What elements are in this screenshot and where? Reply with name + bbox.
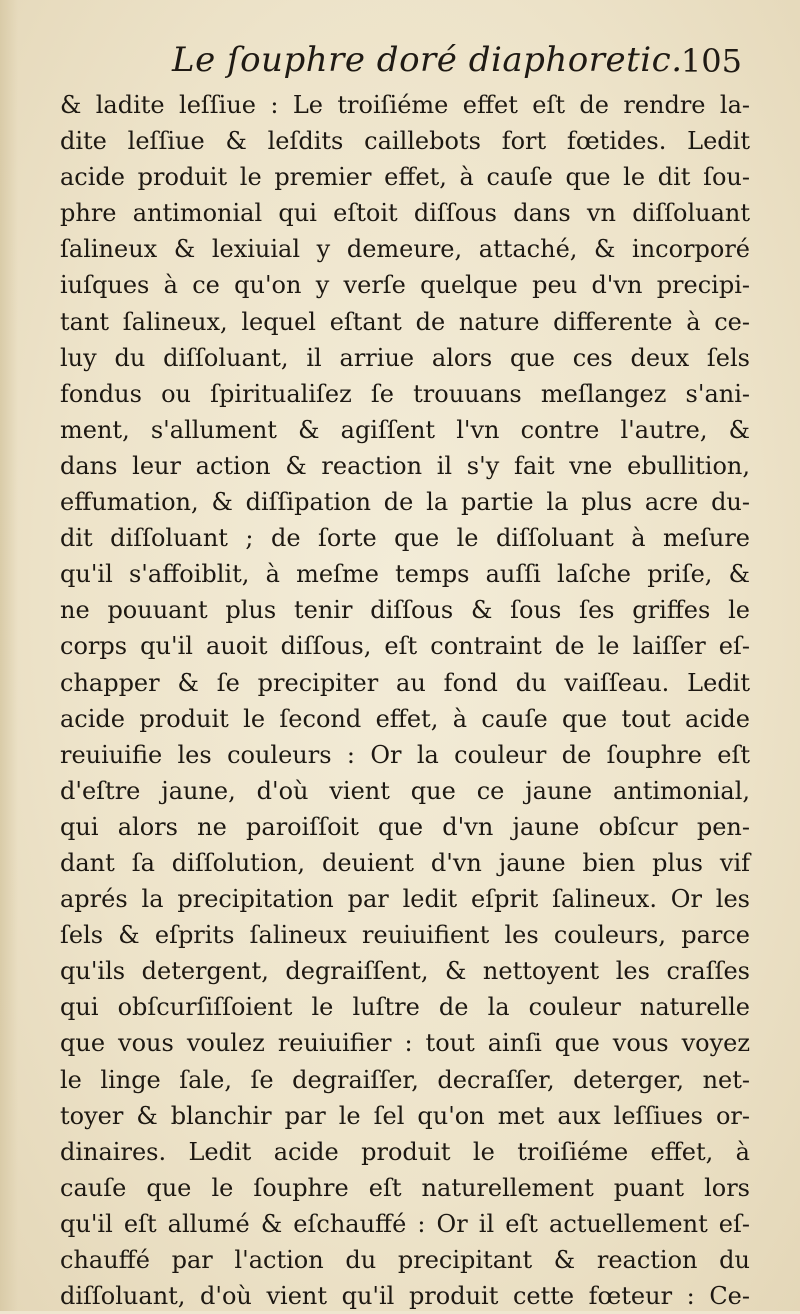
text-line: chapper & ſe precipiter au fond du vaiſſeau. Ledit <box>60 668 750 697</box>
text-line: cauſe que le ſouphre eſt naturellement puant lors <box>60 1173 750 1202</box>
text-line: dans leur action & reaction il s'y fait vne ebullition, <box>60 451 750 480</box>
text-line: qui obſcurſiſſoient le luſtre de la couleur naturelle <box>60 993 750 1022</box>
text-line: toyer & blanchir par le ſel qu'on met aux leſſiues or- <box>60 1101 750 1130</box>
text-line: qu'ils detergent, degraiſſent, & nettoyent les craſſes <box>60 957 750 986</box>
text-line: ſels & eſprits ſalineux reuiuifient les couleurs, parce <box>60 921 750 950</box>
text-line: diſſoluant, d'où vient qu'il produit cette fœteur : Ce- <box>60 1282 750 1311</box>
page-edge-shadow <box>0 0 18 1311</box>
text-line: fondus ou ſpiritualiſez ſe trouuans meſlangez s'ani- <box>60 379 750 408</box>
text-line: qu'il eſt allumé & eſchauffé : Or il eſt actuellement eſ- <box>60 1209 750 1238</box>
text-line: luy du diſſoluant, il arriue alors que ces deux ſels <box>60 343 750 372</box>
text-line: phre antimonial qui eſtoit diſſous dans vn diſſoluant <box>60 199 750 228</box>
text-line: d'eſtre jaune, d'où vient que ce jaune antimonial, <box>60 776 750 805</box>
running-head: Le ſouphre doré diaphoretic. <box>172 40 683 80</box>
text-line: tant ſalineux, lequel eſtant de nature differente à ce- <box>60 307 750 336</box>
text-line: ment, s'allument & agiſſent l'vn contre l'autre, & <box>60 415 750 444</box>
text-line: corps qu'il auoit diſſous, eſt contraint de le laiſſer eſ- <box>60 632 750 661</box>
text-line: reuiuifie les couleurs : Or la couleur de ſouphre eſt <box>60 740 750 769</box>
text-line: dite leſſiue & leſdits caillebots fort fœtides. Ledit <box>60 127 750 156</box>
text-line: ne pouuant plus tenir diſſous & ſous ſes griffes le <box>60 596 750 625</box>
text-line: que vous voulez reuiuifier : tout ainſi que vous voyez <box>60 1029 750 1058</box>
text-line: & ladite leſſiue : Le troiſiéme effet eſt de rendre la- <box>60 91 750 119</box>
text-line: iuſques à ce qu'on y verſe quelque peu d'vn precipi- <box>60 271 750 300</box>
body-text <box>60 87 750 1314</box>
text-line: dinaires. Ledit acide produit le troiſiéme effet, à <box>60 1137 750 1166</box>
text-line: acide produit le ſecond effet, à cauſe que tout acide <box>60 704 750 733</box>
page-header <box>60 40 760 84</box>
text-line: acide produit le premier effet, à cauſe que le dit ſou- <box>60 163 750 192</box>
text-line: aprés la precipitation par ledit eſprit ſalineux. Or les <box>60 885 750 914</box>
text-line: qui alors ne paroiſſoit que d'vn jaune obſcur pen- <box>60 812 750 841</box>
text-line: chauffé par l'action du precipitant & reaction du <box>60 1246 750 1274</box>
text-line: dit diſſoluant ; de ſorte que le diſſoluant à meſure <box>60 524 750 553</box>
text-line: effumation, & diſſipation de la partie la plus acre du- <box>60 488 750 517</box>
text-line: dant ſa diſſolution, deuient d'vn jaune bien plus vif <box>60 848 750 877</box>
page-number: 105 <box>680 42 742 80</box>
text-line: ſalineux & lexiuial y demeure, attaché, & incorporé <box>60 235 750 264</box>
text-line: le linge ſale, ſe degraiſſer, decraſſer, deterger, net- <box>60 1065 750 1094</box>
text-line: qu'il s'affoiblit, à meſme temps auſſi laſche priſe, & <box>60 560 750 589</box>
